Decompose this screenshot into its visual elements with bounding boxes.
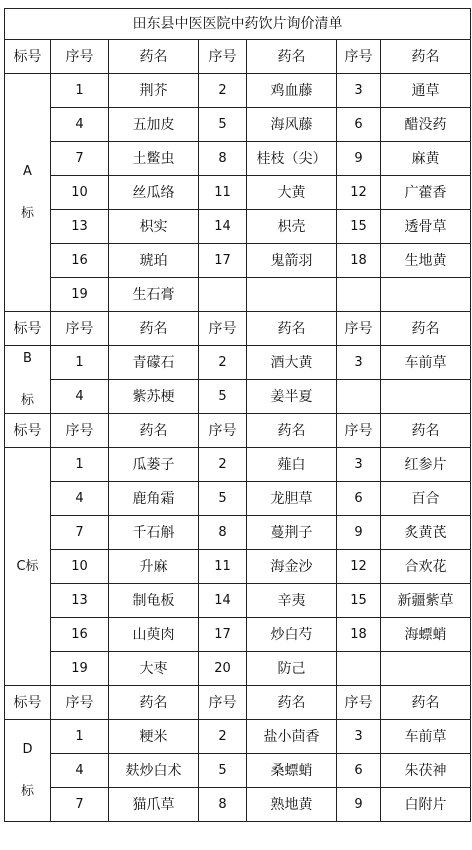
herb-name-cell: 蔓荆子 — [247, 516, 337, 550]
table-row — [5, 108, 471, 142]
empty-cell — [381, 278, 471, 312]
herb-name-cell: 鹿角霜 — [109, 482, 199, 516]
herb-name-cell: 炙黄芪 — [381, 516, 471, 550]
herb-name-cell: 酒大黄 — [247, 346, 337, 380]
table-row — [5, 176, 471, 210]
seq-cell: 9 — [337, 788, 381, 822]
header-seq: 序号 — [199, 686, 247, 720]
herb-name-cell: 生地黄 — [381, 244, 471, 278]
empty-cell — [337, 380, 381, 414]
seq-cell: 7 — [51, 142, 109, 176]
seq-cell: 13 — [51, 210, 109, 244]
seq-cell: 6 — [337, 482, 381, 516]
empty-cell — [199, 278, 247, 312]
tier-label-gap — [5, 368, 50, 392]
table-row — [5, 788, 471, 822]
seq-cell: 4 — [51, 380, 109, 414]
header-tier: 标号 — [5, 40, 51, 74]
table-row — [5, 210, 471, 244]
seq-cell: 19 — [51, 652, 109, 686]
table-row — [5, 142, 471, 176]
empty-cell — [337, 278, 381, 312]
header-name: 药名 — [247, 686, 337, 720]
herb-name-cell: 红参片 — [381, 448, 471, 482]
herb-name-cell: 姜半夏 — [247, 380, 337, 414]
herb-name-cell: 炒白芍 — [247, 618, 337, 652]
empty-cell — [337, 652, 381, 686]
empty-cell — [247, 278, 337, 312]
herb-name-cell: 防己 — [247, 652, 337, 686]
price-inquiry-document — [4, 8, 470, 822]
seq-cell: 10 — [51, 176, 109, 210]
seq-cell: 1 — [51, 720, 109, 754]
herb-name-cell: 大黄 — [247, 176, 337, 210]
tier-label — [5, 346, 51, 414]
herb-name-cell: 新疆紫草 — [381, 584, 471, 618]
seq-cell: 11 — [199, 176, 247, 210]
header-name: 药名 — [381, 686, 471, 720]
herb-name-cell: 瓜蒌子 — [109, 448, 199, 482]
header-seq: 序号 — [51, 686, 109, 720]
header-name: 药名 — [247, 312, 337, 346]
seq-cell: 3 — [337, 448, 381, 482]
herb-name-cell: 海风藤 — [247, 108, 337, 142]
seq-cell: 1 — [51, 346, 109, 380]
header-name: 药名 — [109, 414, 199, 448]
seq-cell: 13 — [51, 584, 109, 618]
seq-cell: 2 — [199, 448, 247, 482]
seq-cell: 8 — [199, 142, 247, 176]
tier-label-gap — [5, 759, 50, 783]
seq-cell: 16 — [51, 244, 109, 278]
table-row — [5, 618, 471, 652]
seq-cell: 17 — [199, 244, 247, 278]
seq-cell: 19 — [51, 278, 109, 312]
header-name: 药名 — [381, 414, 471, 448]
herb-name-cell: 枳壳 — [247, 210, 337, 244]
seq-cell: 12 — [337, 550, 381, 584]
seq-cell: 4 — [51, 108, 109, 142]
seq-cell: 8 — [199, 788, 247, 822]
table-row — [5, 346, 471, 380]
herb-name-cell: 大枣 — [109, 652, 199, 686]
table-row — [5, 516, 471, 550]
seq-cell: 1 — [51, 448, 109, 482]
seq-cell: 9 — [337, 142, 381, 176]
seq-cell: 15 — [337, 584, 381, 618]
section-header-row — [5, 686, 471, 720]
tier-label-line: 标 — [20, 783, 34, 799]
herb-name-cell: 猫爪草 — [109, 788, 199, 822]
header-name: 药名 — [247, 40, 337, 74]
herb-name-cell: 荆芥 — [109, 74, 199, 108]
herb-name-cell: 麻黄 — [381, 142, 471, 176]
seq-cell: 17 — [199, 618, 247, 652]
herb-name-cell: 车前草 — [381, 346, 471, 380]
herb-name-cell: 合欢花 — [381, 550, 471, 584]
herb-name-cell: 白附片 — [381, 788, 471, 822]
header-seq: 序号 — [337, 414, 381, 448]
herb-name-cell: 透骨草 — [381, 210, 471, 244]
seq-cell: 5 — [199, 482, 247, 516]
seq-cell: 3 — [337, 74, 381, 108]
header-tier: 标号 — [5, 686, 51, 720]
tier-label — [5, 448, 51, 686]
herb-name-cell: 千石斛 — [109, 516, 199, 550]
tier-label-line: D — [22, 741, 33, 757]
document-title: 田东县中医医院中药饮片询价清单 — [5, 9, 471, 40]
seq-cell: 14 — [199, 584, 247, 618]
table-row — [5, 448, 471, 482]
seq-cell: 2 — [199, 720, 247, 754]
table-row — [5, 278, 471, 312]
herb-name-cell: 醋没药 — [381, 108, 471, 142]
herb-name-cell: 薤白 — [247, 448, 337, 482]
seq-cell: 3 — [337, 346, 381, 380]
herb-name-cell: 鸡血藤 — [247, 74, 337, 108]
seq-cell: 11 — [199, 550, 247, 584]
table-row — [5, 720, 471, 754]
header-seq: 序号 — [199, 414, 247, 448]
table-row — [5, 754, 471, 788]
seq-cell: 3 — [337, 720, 381, 754]
seq-cell: 2 — [199, 346, 247, 380]
seq-cell: 2 — [199, 74, 247, 108]
herb-name-cell: 枳实 — [109, 210, 199, 244]
herb-name-cell: 琥珀 — [109, 244, 199, 278]
tier-label — [5, 720, 51, 822]
header-seq: 序号 — [337, 40, 381, 74]
herb-name-cell: 龙胆草 — [247, 482, 337, 516]
header-name: 药名 — [247, 414, 337, 448]
herb-name-cell: 升麻 — [109, 550, 199, 584]
header-seq: 序号 — [51, 40, 109, 74]
header-tier: 标号 — [5, 414, 51, 448]
herb-name-cell: 紫苏梗 — [109, 380, 199, 414]
table-row — [5, 482, 471, 516]
tier-label-line: A — [23, 163, 32, 179]
header-seq: 序号 — [199, 312, 247, 346]
herb-name-cell: 桂枝（尖） — [247, 142, 337, 176]
seq-cell: 12 — [337, 176, 381, 210]
table-row — [5, 652, 471, 686]
herb-price-table — [4, 8, 471, 822]
tier-label-line: B — [23, 350, 32, 366]
herb-name-cell: 百合 — [381, 482, 471, 516]
seq-cell: 18 — [337, 618, 381, 652]
seq-cell: 7 — [51, 516, 109, 550]
seq-cell: 16 — [51, 618, 109, 652]
tier-label-gap — [5, 181, 50, 205]
header-seq: 序号 — [199, 40, 247, 74]
seq-cell: 6 — [337, 108, 381, 142]
seq-cell: 10 — [51, 550, 109, 584]
tier-label-line: 标 — [20, 392, 34, 408]
table-row — [5, 550, 471, 584]
tier-label-line: C标 — [16, 558, 39, 574]
seq-cell: 20 — [199, 652, 247, 686]
herb-name-cell: 广藿香 — [381, 176, 471, 210]
header-seq: 序号 — [337, 312, 381, 346]
herb-name-cell: 桑螵蛸 — [247, 754, 337, 788]
herb-name-cell: 海金沙 — [247, 550, 337, 584]
seq-cell: 6 — [337, 754, 381, 788]
herb-name-cell: 盐小茴香 — [247, 720, 337, 754]
header-seq: 序号 — [337, 686, 381, 720]
seq-cell: 7 — [51, 788, 109, 822]
header-name: 药名 — [109, 312, 199, 346]
header-name: 药名 — [381, 312, 471, 346]
empty-cell — [381, 380, 471, 414]
herb-name-cell: 五加皮 — [109, 108, 199, 142]
herb-name-cell: 朱茯神 — [381, 754, 471, 788]
header-name: 药名 — [381, 40, 471, 74]
table-row — [5, 380, 471, 414]
header-name: 药名 — [109, 40, 199, 74]
herb-name-cell: 丝瓜络 — [109, 176, 199, 210]
seq-cell: 4 — [51, 754, 109, 788]
seq-cell: 14 — [199, 210, 247, 244]
seq-cell: 5 — [199, 108, 247, 142]
herb-name-cell: 土鳖虫 — [109, 142, 199, 176]
herb-name-cell: 熟地黄 — [247, 788, 337, 822]
seq-cell: 1 — [51, 74, 109, 108]
seq-cell: 8 — [199, 516, 247, 550]
section-header-row — [5, 40, 471, 74]
herb-name-cell: 山萸肉 — [109, 618, 199, 652]
table-row — [5, 584, 471, 618]
herb-name-cell: 青礞石 — [109, 346, 199, 380]
seq-cell: 15 — [337, 210, 381, 244]
herb-name-cell: 粳米 — [109, 720, 199, 754]
table-row — [5, 244, 471, 278]
herb-name-cell: 制龟板 — [109, 584, 199, 618]
herb-name-cell: 辛夷 — [247, 584, 337, 618]
herb-name-cell: 鬼箭羽 — [247, 244, 337, 278]
table-row — [5, 74, 471, 108]
herb-name-cell: 通草 — [381, 74, 471, 108]
section-header-row — [5, 414, 471, 448]
seq-cell: 4 — [51, 482, 109, 516]
seq-cell: 18 — [337, 244, 381, 278]
header-tier: 标号 — [5, 312, 51, 346]
herb-name-cell: 车前草 — [381, 720, 471, 754]
tier-label — [5, 74, 51, 312]
seq-cell: 9 — [337, 516, 381, 550]
herb-name-cell: 生石膏 — [109, 278, 199, 312]
herb-name-cell: 海螵蛸 — [381, 618, 471, 652]
section-header-row — [5, 312, 471, 346]
tier-label-line: 标 — [20, 205, 34, 221]
seq-cell: 5 — [199, 754, 247, 788]
header-seq: 序号 — [51, 414, 109, 448]
header-name: 药名 — [109, 686, 199, 720]
empty-cell — [381, 652, 471, 686]
seq-cell: 5 — [199, 380, 247, 414]
header-seq: 序号 — [51, 312, 109, 346]
herb-name-cell: 麸炒白术 — [109, 754, 199, 788]
